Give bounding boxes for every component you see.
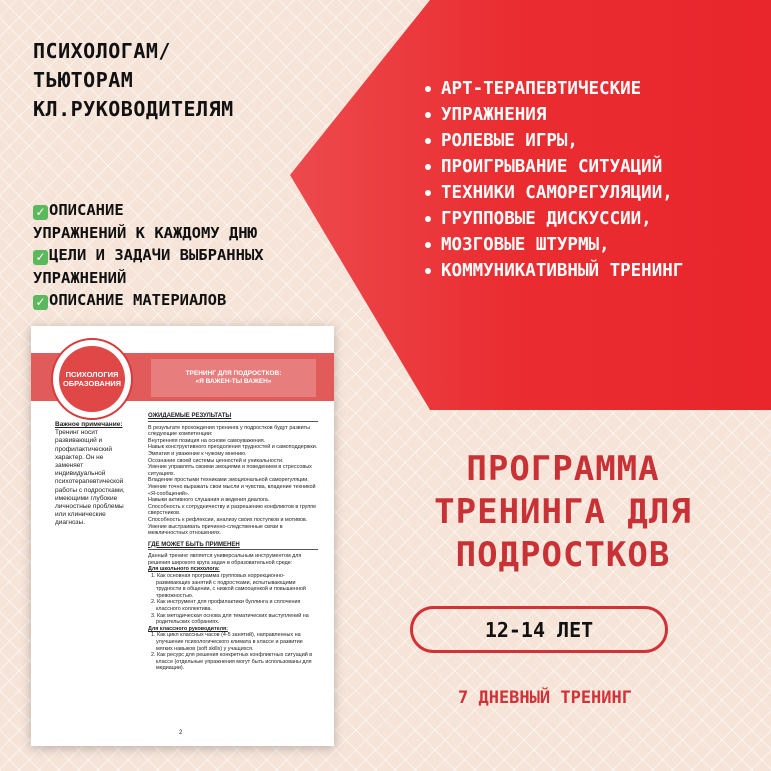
document-list-item: 1. Как основная программа групповых коррекционно-развивающих занятий с подростками, испытывающими трудности в общении, с низкой самооценкой и повышенной тревожностью. [151, 573, 306, 599]
section-heading: ОЖИДАЕМЫЕ РЕЗУЛЬТАТЫ [148, 413, 318, 422]
document-list-item: Внутренняя позиция на основе самоуважения. [148, 437, 266, 444]
school-psych-list [148, 573, 318, 626]
target-audience [33, 37, 313, 124]
duration-label: 7 ДНЕВНЫЙ ТРЕНИНГ [458, 688, 632, 708]
program-title-line: ТРЕНИНГА ДЛЯ [434, 492, 692, 532]
document-note [55, 421, 133, 528]
section-intro: В результате прохождения тренинга у подростков будут развиты следующие компетенции: [148, 424, 311, 438]
technique-text: УПРАЖНЕНИЯ [441, 105, 547, 125]
technique-item: ТЕХНИКИ САМОРЕГУЛЯЦИИ, [423, 180, 683, 206]
age-text: 12-14 ЛЕТ [484, 617, 594, 642]
document-title-line: «Я ВАЖЕН-ТЫ ВАЖЕН» [195, 378, 272, 385]
document-list-item: Эмпатия и уважение к чужому мнению. [148, 450, 247, 457]
results-list [148, 438, 318, 537]
age-badge [410, 606, 668, 653]
techniques-list [423, 76, 683, 284]
technique-item: ПРОИГРЫВАНИЕ СИТУАЦИЙ [423, 154, 683, 180]
features-list [33, 199, 333, 312]
document-list-item: Осознание своей системы ценностей и уникальности. [148, 457, 284, 464]
section-heading: ГДЕ МОЖЕТ БЫТЬ ПРИМЕНЕН [148, 542, 318, 551]
document-list-item: 2. Как ресурс для решения конкретных конфликтных ситуаций в классе (отдельные упражнения могут быть использованы для медиации). [151, 652, 313, 672]
document-list-item: Способность к сотрудничеству и разрешению конфликтов в группе сверстников. [148, 503, 317, 517]
document-list-item: Навык конструктивного преодоления трудностей и самоподдержки. [148, 444, 318, 451]
technique-item: МОЗГОВЫЕ ШТУРМЫ, [423, 232, 683, 258]
check-mark-icon: ✓ [33, 205, 48, 220]
subsection-title: Для классного руководителя: [148, 625, 228, 632]
class-teacher-list [148, 632, 318, 672]
feature-item [33, 244, 333, 267]
feature-text: ОПИСАНИЕ [49, 201, 124, 219]
program-title-line: ПОДРОСТКОВ [455, 535, 671, 575]
feature-text: ОПИСАНИЕ МАТЕРИАЛОВ [49, 291, 227, 309]
technique-item: ГРУППОВЫЕ ДИСКУССИИ, [423, 206, 683, 232]
feature-item-cont: УПРАЖНЕНИЙ К КАЖДОМУ ДНЮ [33, 223, 257, 242]
program-title-line: ПРОГРАММА [466, 449, 660, 489]
subsection-title: Для школьного психолога: [148, 566, 220, 573]
check-mark-icon: ✓ [33, 295, 48, 310]
note-title: Важное примечание: [55, 421, 123, 428]
audience-line: ТЬЮТОРАМ [33, 68, 134, 92]
document-list-item: Умение управлять своими эмоциями и поведением в стрессовых ситуациях. [148, 464, 312, 477]
note-text: Тренинг носит развивающий и профилактический характер. Он не заменяет индивидуальной психотерапевтической работы с подростками, имеющими глубокие личностные проблемы или клинические диагнозы. [55, 429, 125, 527]
document-body [148, 410, 318, 672]
logo-text: ПСИХОЛОГИЯ ОБРАЗОВАНИЯ [59, 346, 125, 412]
document-title [151, 359, 316, 397]
document-logo [51, 338, 133, 420]
document-list-item: Владение простыми техниками эмоциональной саморегуляции. [148, 477, 309, 484]
feature-item [33, 289, 333, 312]
program-title [362, 448, 764, 577]
document-title-line: ТРЕНИНГ ДЛЯ ПОДРОСТКОВ: [185, 370, 282, 377]
document-list-item: 2. Как инструмент для профилактики буллинга и сплочения классного коллектива. [151, 599, 301, 613]
document-list-item: 1. Как цикл классных часов (4-5 занятий), направленных на улучшение психологического климата в классе и развитие мягких навыков (soft skills) у учащихся. [151, 632, 303, 652]
technique-item: РОЛЕВЫЕ ИГРЫ, [423, 128, 683, 154]
document-list-item: Способность к рефлексии, анализу своих поступков и мотивов. [148, 516, 308, 523]
technique-item: АРТ-ТЕРАПЕВТИЧЕСКИЕ [423, 76, 683, 102]
document-list-item: Умение выстраивать причинно-следственные связи в межличностных отношениях. [148, 523, 283, 537]
feature-text: ЦЕЛИ И ЗАДАЧИ ВЫБРАННЫХ [49, 246, 264, 264]
audience-line: КЛ.РУКОВОДИТЕЛЯМ [33, 97, 234, 121]
section-intro: Данный тренинг является универсальным инструментом для решения широкого круга задач в образовательной среде: [148, 553, 302, 566]
check-mark-icon: ✓ [33, 250, 48, 265]
feature-item-cont: УПРАЖНЕНИЙ [33, 268, 127, 287]
technique-item-cont [423, 102, 683, 128]
document-preview [31, 326, 334, 746]
document-list-item: Навыки активного слушания и ведения диалога. [148, 497, 270, 504]
document-list-item: 3. Как методическая основа для тематических выступлений на родительских собраниях. [151, 612, 309, 626]
page-number: 2 [179, 730, 183, 736]
feature-item [33, 199, 333, 222]
audience-line: ПСИХОЛОГАМ/ [33, 39, 171, 63]
document-list-item: Умение точно выражать свои мысли и чувства, владение техникой «Я-сообщений». [148, 483, 316, 497]
technique-item: КОММУНИКАТИВНЫЙ ТРЕНИНГ [423, 258, 683, 284]
